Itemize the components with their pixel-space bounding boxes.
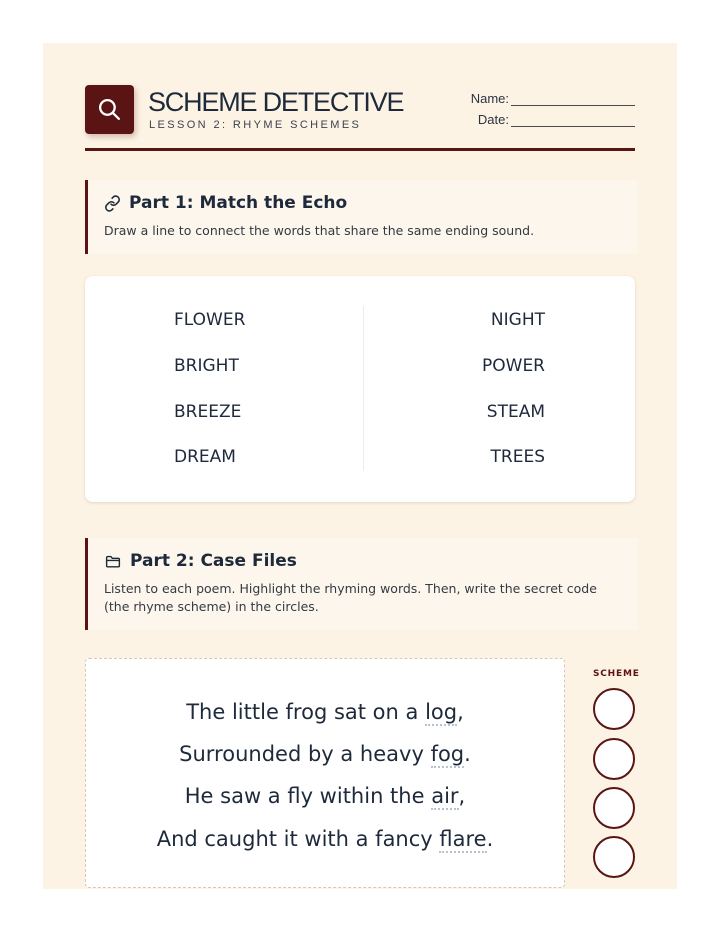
scheme-circle[interactable] [593, 688, 635, 730]
part2-instructions: Listen to each poem. Highlight the rhyming words. Then, write the secret code (the rhyme scheme) in the circles. [104, 581, 597, 614]
header-rule [85, 148, 635, 151]
scheme-label: SCHEME [593, 669, 640, 679]
name-field[interactable] [445, 91, 635, 107]
right-word[interactable]: NIGHT [490, 310, 545, 330]
right-word[interactable]: TREES [490, 447, 545, 467]
date-field[interactable] [445, 112, 635, 128]
left-word[interactable]: BREEZE [174, 402, 242, 422]
date-line[interactable] [511, 126, 635, 127]
magnifier-icon [97, 97, 122, 122]
left-word[interactable]: DREAM [174, 447, 236, 467]
folder-icon [104, 553, 122, 570]
right-word[interactable]: POWER [482, 356, 545, 376]
date-label: Date: [477, 112, 509, 127]
magnifier-logo [85, 85, 134, 134]
worksheet [43, 43, 677, 889]
lesson-subtitle: LESSON 2: RHYME SCHEMES [149, 119, 362, 131]
part1-title: Part 1: Match the Echo [129, 193, 348, 213]
column-divider [363, 306, 364, 471]
right-word[interactable]: STEAM [486, 402, 545, 422]
name-line[interactable] [511, 105, 635, 106]
name-label: Name: [470, 91, 509, 106]
worksheet-title: SCHEME DETECTIVE [148, 87, 404, 117]
poem-line: The little frog sat on a log, [186, 700, 464, 724]
left-word[interactable]: FLOWER [174, 310, 246, 330]
rhyme-word[interactable]: fog [430, 742, 465, 766]
part1-instructions: Draw a line to connect the words that share the same ending sound. [104, 223, 535, 238]
poem-line: Surrounded by a heavy fog. [179, 742, 471, 766]
poem-line: And caught it with a fancy flare. [156, 827, 494, 851]
match-card [85, 276, 635, 502]
scheme-circle[interactable] [593, 836, 635, 878]
poem-line: He saw a fly within the air, [184, 784, 466, 808]
part2-header [85, 538, 638, 630]
poem-card [85, 658, 565, 888]
rhyme-word[interactable]: log [425, 700, 458, 724]
scheme-circle[interactable] [593, 787, 635, 829]
part2-title: Part 2: Case Files [130, 551, 297, 571]
rhyme-word[interactable]: flare [439, 827, 487, 851]
rhyme-word[interactable]: air [431, 784, 459, 808]
scheme-circle[interactable] [593, 738, 635, 780]
left-word[interactable]: BRIGHT [174, 356, 239, 376]
part1-header [85, 180, 638, 254]
link-icon [104, 195, 121, 212]
